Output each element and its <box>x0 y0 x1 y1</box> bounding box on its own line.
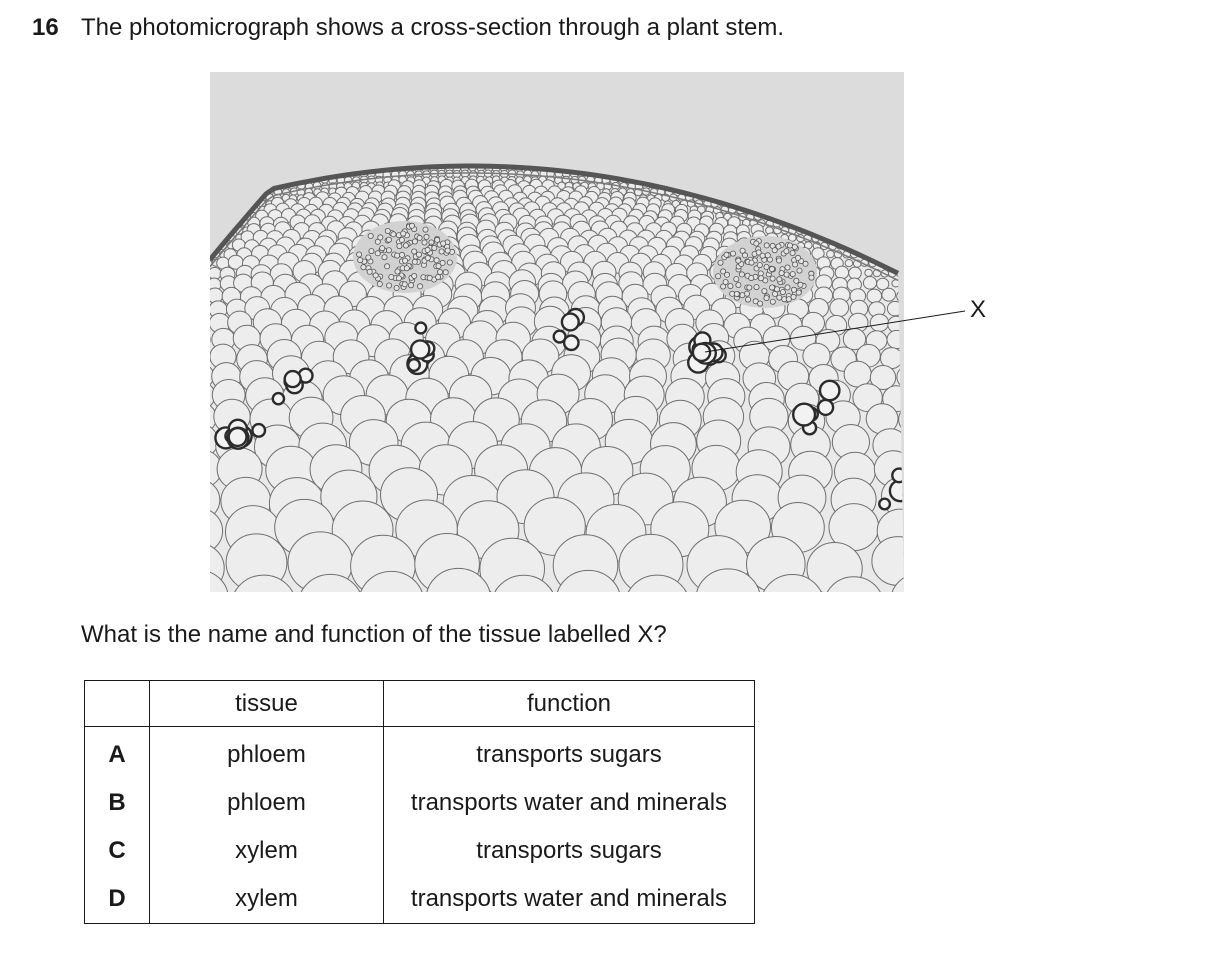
question-number: 16 <box>32 14 59 41</box>
option-function: transports sugars <box>476 837 662 864</box>
label-x: X <box>970 296 987 323</box>
option-tissue: phloem <box>150 779 384 827</box>
option-tissue: xylem <box>150 875 384 924</box>
photomicrograph <box>210 72 904 592</box>
option-letter: B <box>85 779 150 827</box>
option-row-c <box>85 827 755 875</box>
answer-table <box>84 680 755 924</box>
table-header-row <box>85 681 755 727</box>
option-tissue: xylem <box>150 827 384 875</box>
option-row-b <box>85 779 755 827</box>
option-function: transports water and minerals <box>410 885 728 912</box>
option-letter: D <box>85 875 150 924</box>
stem-cross-section-image <box>210 72 904 592</box>
header-function: function <box>384 681 755 727</box>
option-row-a <box>85 727 755 780</box>
option-function: transports sugars <box>476 741 662 768</box>
option-letter: C <box>85 827 150 875</box>
question-prompt: What is the name and function of the tissue labelled X? <box>81 621 667 648</box>
header-letter <box>85 681 150 727</box>
header-tissue: tissue <box>150 681 384 727</box>
option-tissue: phloem <box>150 727 384 780</box>
option-row-d <box>85 875 755 924</box>
option-letter: A <box>85 727 150 780</box>
option-function: transports water and minerals <box>410 789 728 816</box>
question-text: The photomicrograph shows a cross-section through a plant stem. <box>81 14 785 41</box>
